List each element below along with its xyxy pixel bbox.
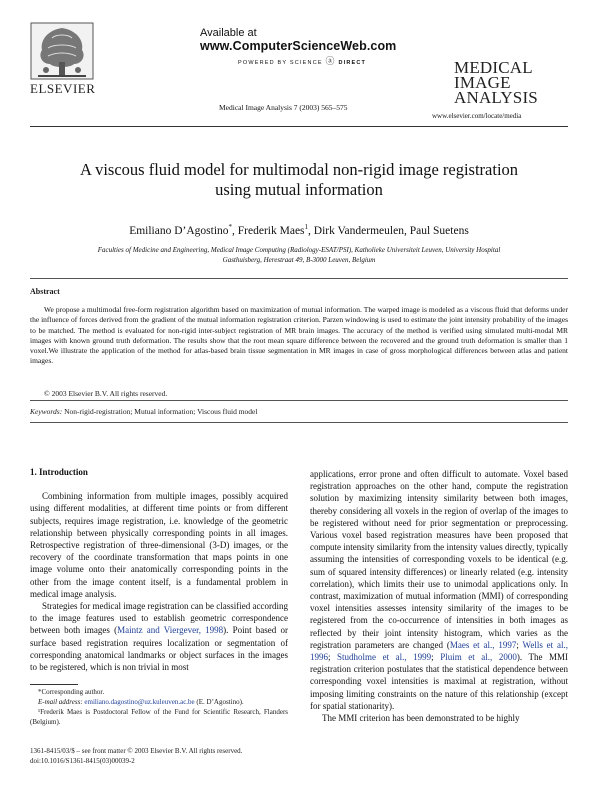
separator: ; bbox=[431, 652, 441, 663]
paragraph-text: ). Point based or surface based registration requires localization or segmentation of corresponding anatomical landmarks or object surfaces in the images to be registered, which is non trivial in most bbox=[30, 625, 288, 673]
separator: ; bbox=[516, 639, 523, 650]
abstract-heading: Abstract bbox=[30, 287, 60, 296]
abstract-top-rule bbox=[30, 278, 568, 279]
left-column bbox=[30, 438, 288, 673]
author-list bbox=[30, 223, 568, 237]
available-at-block bbox=[200, 27, 396, 67]
paragraph-text: ). The MMI registration criterion postulates that the statistical dependence between corresponding voxel intensities is maximal at registration, without imposing limiting constraints on the nature of this relationship (except for spatial stationarity). bbox=[310, 652, 568, 711]
right-column bbox=[310, 468, 568, 724]
journal-brand bbox=[454, 60, 538, 105]
footnote-1: ¹Frederik Maes is Postdoctoral Fellow of the Fund for Scientific Research, Flanders (Belgium). bbox=[30, 708, 288, 726]
citation-link[interactable]: Pluim et al., 2000 bbox=[440, 652, 517, 663]
author-name: Emiliano D’Agostino bbox=[129, 224, 229, 237]
keywords-text: Non-rigid-registration; Mutual information; Viscous fluid model bbox=[62, 407, 258, 416]
paragraph: Combining information from multiple images, possibly acquired using different modalities, at different time points or from different subjects, requires image registration, i.e. knowledge of the geometric relationship between physically corresponding points in all images. Retrospective registration of three-dimensional (3-D) images, or the recovery of the coordinate transformation that maps points in one image volume onto their anatomically corresponding points in the other from the image content itself, is a fundamental problem in medical image analysis. bbox=[30, 491, 288, 599]
elsevier-logo bbox=[30, 22, 94, 94]
journal-url[interactable]: www.elsevier.com/locate/media bbox=[432, 112, 522, 120]
paper-title bbox=[30, 160, 568, 200]
abstract-copyright: © 2003 Elsevier B.V. All rights reserved. bbox=[44, 389, 168, 398]
affiliation-line: Faculties of Medicine and Engineering, Medical Image Computing (Radiology-ESAT/PSI), Katholieke Universiteit Leuven, University Hospital bbox=[97, 246, 501, 254]
citation-link[interactable]: Maintz and Viergever, 1998 bbox=[117, 625, 224, 636]
footnote-corresponding: *Corresponding author. bbox=[38, 688, 105, 696]
email-link[interactable]: emiliano.dagostino@uz.kuleuven.ac.be bbox=[82, 698, 195, 706]
powered-by-sciencedirect bbox=[238, 54, 396, 67]
citation-link[interactable]: Wells et al., 1996 bbox=[310, 639, 569, 663]
email-label: E-mail address: bbox=[38, 698, 83, 706]
front-matter-info bbox=[30, 746, 242, 766]
paragraph bbox=[310, 468, 568, 712]
author-name: , Frederik Maes bbox=[232, 224, 305, 237]
paragraph: The MMI criterion has been demonstrated to be highly bbox=[322, 713, 520, 724]
science-direct-at-icon: ⓐ bbox=[325, 56, 336, 66]
separator: ; bbox=[328, 652, 338, 663]
affiliation-line: Gasthuisberg, Herestraat 49, B-3000 Leuven, Belgium bbox=[222, 256, 376, 264]
publisher-name: ELSEVIER bbox=[30, 81, 96, 96]
keywords bbox=[30, 407, 257, 416]
citation-link[interactable]: Studholme et al., 1999 bbox=[337, 652, 432, 663]
header-divider bbox=[30, 126, 568, 127]
section-heading: 1. Introduction bbox=[30, 467, 88, 477]
paragraph-text: applications, error prone and often difficult to automate. Voxel based registration approaches on the other hand, compute the registration solution by maximizing intensity similarity between both images, thereby considering all voxels in the region of overlap of the images to be registered without need for prior segmentation or preprocessing. Various voxel based registration measures have been proposed that compute intensity similarity from the intensity values directly, typically assuming the intensities of corresponding voxels to be identical (e.g. sum of squared intensity differences) or linearly related (e.g. intensity correlation), which limits their use to unimodal applications only. In contrast, maximization of mutual information (MMI) of corresponding voxel intensities assesses intensity similarity of the images to be registered from the co-occurrence of intensities in both images as reflected by their joint intensity histogram, which varies as the registration parameters are changed ( bbox=[310, 469, 568, 650]
journal-brand-line: IMAGE bbox=[454, 73, 511, 92]
title-line: using mutual information bbox=[215, 180, 383, 199]
footnote-rule bbox=[30, 684, 78, 685]
keywords-top-rule bbox=[30, 400, 568, 401]
footnote-mark: 1 bbox=[304, 223, 309, 231]
available-at-label: Available at bbox=[200, 27, 257, 39]
abstract-text: We propose a multimodal free-form registration algorithm based on maximization of mutual information. The warped image is modeled as a viscous fluid that deforms under the influence of forces derived from the gradient of the mutual information registration criterion. Parzen windowing is used to estimate the joint intensity probability of the images to be matched. The method is evaluated for non-rigid inter-subject registration of MR brain images. The accuracy of the method is verified using simulated multi-modal MR images with known ground truth deformation. The results show that the root mean square difference between the recovered and the ground truth deformation is smaller than 1 voxel.We illustrate the application of the method for atlas-based brain tissue segmentation in MR images in case of gross morphological differences between atlas and patient images. bbox=[30, 305, 568, 366]
affiliation bbox=[45, 245, 553, 265]
direct-label: DIRECT bbox=[338, 60, 367, 66]
issn-line: 1361-8415/03/$ – see front matter © 2003 Elsevier B.V. All rights reserved. bbox=[30, 747, 243, 755]
citation-link[interactable]: Maes et al., 1997 bbox=[449, 639, 517, 650]
keywords-label: Keywords: bbox=[30, 407, 63, 416]
elsevier-tree-icon bbox=[30, 22, 94, 80]
keywords-bottom-rule bbox=[30, 422, 568, 423]
footnote-email bbox=[30, 697, 288, 707]
doi-line[interactable]: doi:10.1016/S1361-8415(03)00039-2 bbox=[30, 757, 135, 765]
email-owner: (E. D’Agostino). bbox=[194, 698, 244, 706]
footnotes bbox=[30, 687, 288, 727]
title-line: A viscous fluid model for multimodal non-rigid image registration bbox=[79, 160, 519, 179]
computerscienceweb-link[interactable]: www.ComputerScienceWeb.com bbox=[200, 39, 397, 53]
journal-brand-line: MEDICAL bbox=[454, 58, 533, 77]
author-name: , Dirk Vandermeulen, Paul Suetens bbox=[308, 224, 469, 237]
journal-reference: Medical Image Analysis 7 (2003) 565–575 bbox=[219, 103, 348, 112]
journal-brand-line: ANALYSIS bbox=[454, 88, 538, 107]
paragraph-text: Strategies for medical image registration can be classified according to the image features used to establish geometric correspondence between both images ( bbox=[30, 601, 288, 636]
paragraph bbox=[30, 600, 288, 673]
powered-by-label: POWERED BY SCIENCE bbox=[238, 60, 323, 66]
corresponding-mark: * bbox=[228, 223, 233, 231]
